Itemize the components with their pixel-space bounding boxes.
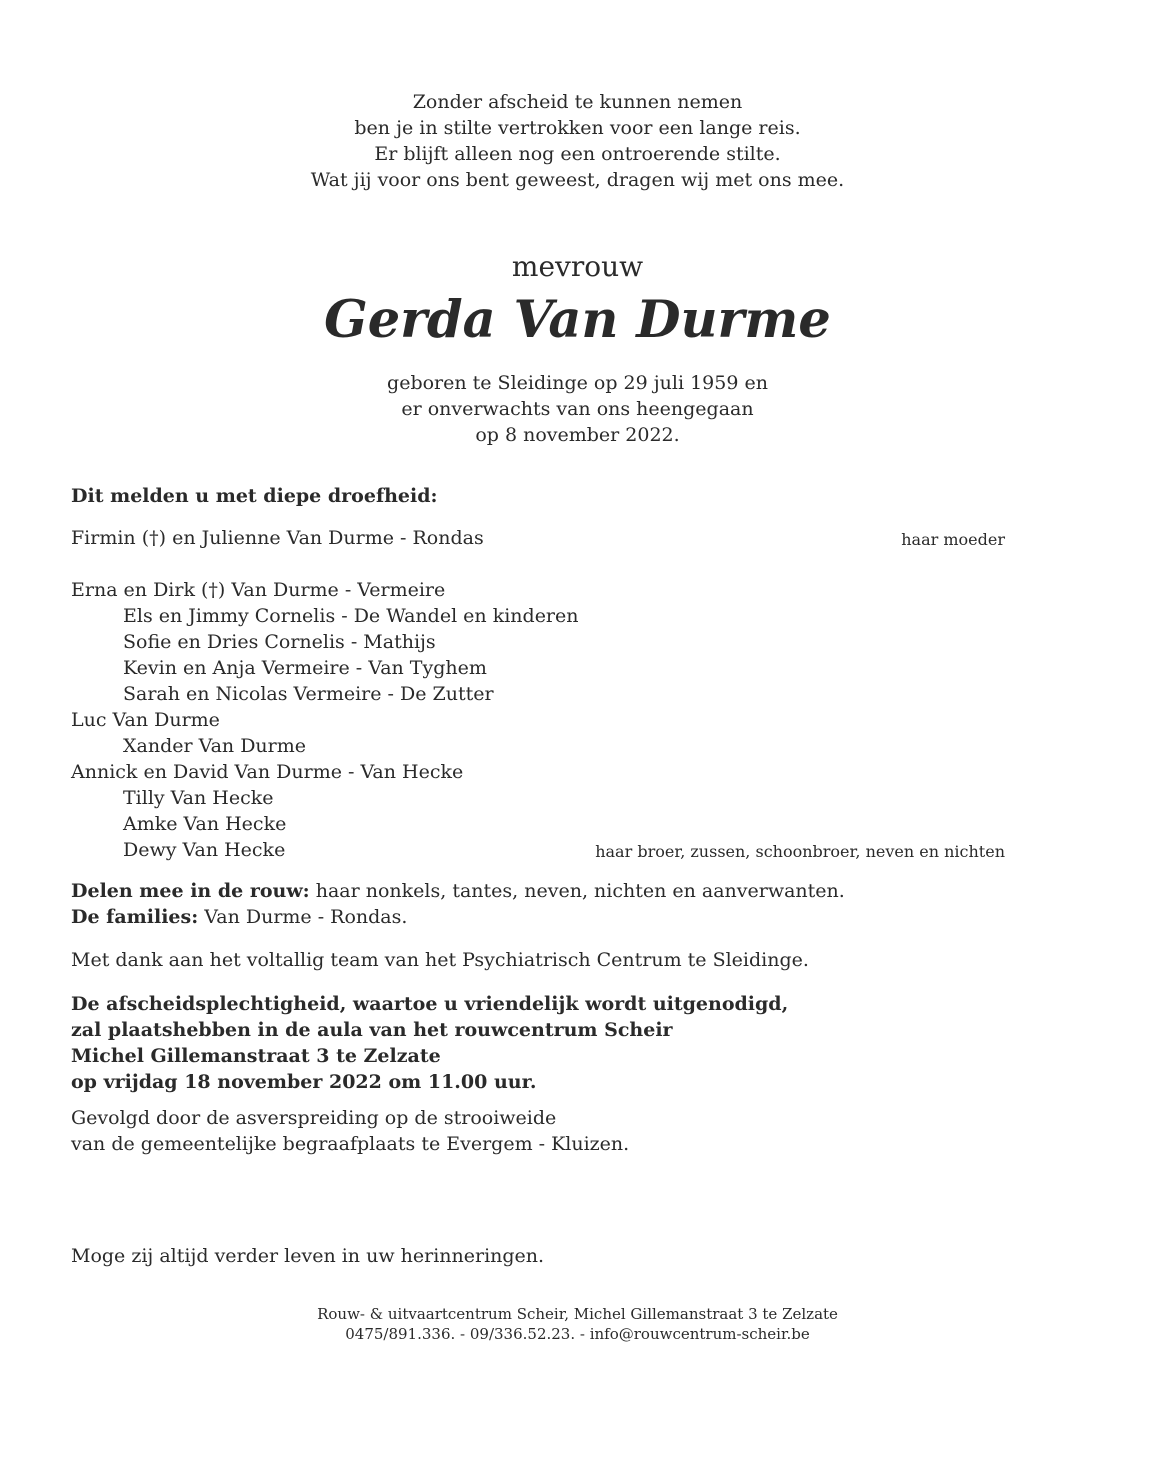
mother-role: haar moeder [901,530,1005,549]
birth-line: er onverwachts van ons heengegaan [401,398,754,420]
followed-block [71,1105,629,1157]
family-member: Els en Jimmy Cornelis - De Wandel en kinderen [123,605,579,627]
poem-line: Wat jij voor ons bent geweest, dragen wij met ons mee. [310,169,845,191]
family-member: Tilly Van Hecke [123,787,274,809]
family-member: Kevin en Anja Vermeire - Van Tyghem [123,657,487,679]
poem-line: ben je in stilte vertrokken voor een lange reis. [354,117,801,139]
deceased-title: mevrouw [511,250,644,283]
share-block [71,878,845,930]
poem-line: Er blijft alleen nog een ontroerende stilte. [374,143,781,165]
family-member: Annick en David Van Durme - Van Hecke [71,761,464,783]
family-member: Amke Van Hecke [123,813,287,835]
family-list [71,577,1080,863]
ceremony-line: zal plaatshebben in de aula van het rouwcentrum Scheir [71,1019,673,1041]
footer [0,1304,1155,1344]
followed-line: Gevolgd door de asverspreiding op de strooiweide [71,1107,557,1129]
followed-line: van de gemeentelijke begraafplaats te Evergem - Kluizen. [71,1133,630,1155]
ceremony-line: Michel Gillemanstraat 3 te Zelzate [71,1045,441,1067]
family-member: Sarah en Nicolas Vermeire - De Zutter [123,683,494,705]
share-text: haar nonkels, tantes, neven, nichten en aanverwanten. [309,880,845,902]
announcement: Dit melden u met diepe droefheid: [71,485,438,507]
share-line [71,878,845,904]
footer-contact: 0475/891.336. - 09/336.52.23. - info@rouwcentrum-scheir.be [345,1325,810,1343]
family-role: haar broer, zussen, schoonbroer, neven en nichten [595,842,1005,861]
mother-name: Firmin (†) en Julienne Van Durme - Rondas [71,527,484,549]
families-line [71,904,845,930]
poem-line: Zonder afscheid te kunnen nemen [412,91,743,113]
birth-line: op 8 november 2022. [475,424,680,446]
deceased-name: Gerda Van Durme [324,290,831,350]
ceremony-block [71,991,788,1095]
birth-death-info [0,370,1155,448]
ceremony-line: De afscheidsplechtigheid, waartoe u vriendelijk wordt uitgenodigd, [71,993,789,1015]
family-member: Xander Van Durme [123,735,307,757]
families-text: Van Durme - Rondas. [198,906,408,928]
ceremony-line: op vrijdag 18 november 2022 om 11.00 uur. [71,1071,537,1093]
thanks: Met dank aan het voltallig team van het Psychiatrisch Centrum te Sleidinge. [71,949,809,971]
mother-row [71,525,1080,551]
family-member: Erna en Dirk (†) Van Durme - Vermeire [71,579,446,601]
share-label: Delen mee in de rouw: [71,880,310,902]
poem [0,89,1155,193]
birth-line: geboren te Sleidinge op 29 juli 1959 en [387,372,768,394]
families-label: De families: [71,906,199,928]
family-member: Dewy Van Hecke [123,839,286,861]
closing-line: Moge zij altijd verder leven in uw herinneringen. [71,1245,545,1267]
family-member: Sofie en Dries Cornelis - Mathijs [123,631,436,653]
footer-address: Rouw- & uitvaartcentrum Scheir, Michel Gillemanstraat 3 te Zelzate [317,1305,838,1323]
family-member: Luc Van Durme [71,709,220,731]
